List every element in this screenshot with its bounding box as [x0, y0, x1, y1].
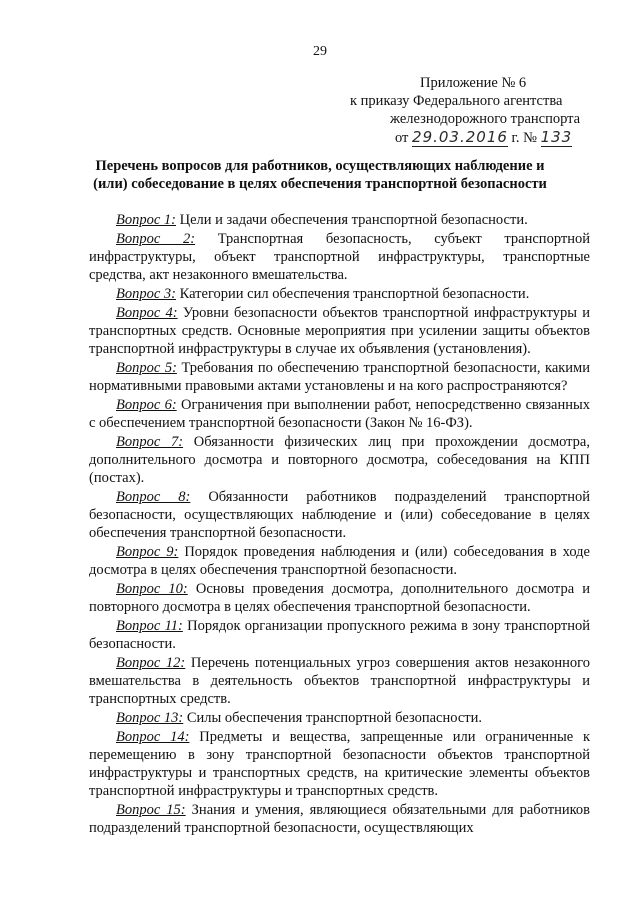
question-item — [89, 211, 590, 229]
questions-list — [89, 211, 590, 838]
question-label: Вопрос 14: — [116, 729, 190, 745]
date-prefix: от — [395, 130, 409, 146]
question-text: Перечень потенциальных угроз совершения актов незаконного вмешательства в деятельность объектов транспортной инфраструктуры и транспортных средств. — [89, 655, 591, 707]
question-label: Вопрос 12: — [116, 655, 186, 671]
question-label: Вопрос 10: — [116, 581, 188, 597]
question-text: Силы обеспечения транспортной безопасности. — [186, 710, 483, 726]
question-text: Знания и умения, являющиеся обязательными для работников подразделений транспортной безопасности, осуществляющих — [89, 802, 591, 836]
question-text: Основы проведения досмотра, дополнительного досмотра и повторного досмотра в целях обеспечения транспортной безопасности. — [89, 581, 591, 615]
question-item — [89, 728, 590, 800]
question-label: Вопрос 4: — [116, 305, 178, 321]
question-text: Транспортная безопасность, субъект транспортной инфраструктуры, объект транспортной инфраструктуры, транспортные средства, акт незаконного вмешательства. — [89, 231, 590, 283]
question-item — [89, 488, 590, 542]
number-prefix: г. № — [511, 130, 537, 146]
question-item — [89, 433, 590, 487]
question-label: Вопрос 3: — [116, 286, 176, 302]
question-text: Цели и задачи обеспечения транспортной безопасности. — [179, 212, 528, 228]
question-label: Вопрос 9: — [116, 544, 179, 560]
question-item — [89, 709, 590, 727]
question-item — [89, 580, 590, 616]
appendix-block — [350, 74, 590, 147]
appendix-agency-line: железнодорожного транспорта — [390, 111, 581, 127]
question-label: Вопрос 5: — [116, 360, 177, 376]
question-text: Порядок проведения наблюдения и (или) собеседования в ходе досмотра в целях обеспечения транспортной безопасности. — [89, 544, 590, 578]
question-item — [89, 359, 590, 395]
question-item — [89, 654, 590, 708]
question-text: Категории сил обеспечения транспортной безопасности. — [179, 286, 530, 302]
question-item — [89, 617, 590, 653]
appendix-date-line — [350, 128, 590, 147]
question-label: Вопрос 7: — [116, 434, 184, 450]
page-number: 29 — [313, 44, 327, 59]
question-text: Обязанности работников подразделений транспортной безопасности, осуществляющих наблюдение и (или) собеседование в целях обеспечения транспортной безопасности. — [89, 489, 591, 541]
question-label: Вопрос 6: — [116, 397, 177, 413]
question-item — [89, 801, 590, 837]
question-label: Вопрос 15: — [116, 802, 186, 818]
question-text: Ограничения при выполнении работ, непосредственно связанных с обеспечением транспортной безопасности (Закон № 16-ФЗ). — [89, 397, 591, 431]
question-text: Обязанности физических лиц при прохождении досмотра, дополнительного досмотра и повторного досмотра, собеседования на КПП (постах). — [89, 434, 590, 486]
question-item — [89, 396, 590, 432]
question-text: Уровни безопасности объектов транспортной инфраструктуры и транспортных средств. Основные мероприятия при усилении защиты объектов транспортной инфраструктуры в случае их объявления (установления). — [89, 305, 591, 357]
question-item — [89, 285, 590, 303]
question-item — [89, 304, 590, 358]
document-title: Перечень вопросов для работников, осуществляющих наблюдение и (или) собеседование в целях обеспечения транспортной безопасности — [93, 158, 547, 192]
handwritten-date: 29.03.2016 — [412, 128, 508, 146]
appendix-title: Приложение № 6 — [420, 75, 527, 91]
question-text: Требования по обеспечению транспортной безопасности, какими нормативными правовыми актами установлены и на кого распространяются? — [89, 360, 590, 394]
appendix-order-line: к приказу Федерального агентства — [350, 93, 563, 109]
question-item — [89, 543, 590, 579]
question-label: Вопрос 13: — [116, 710, 184, 726]
question-label: Вопрос 11: — [116, 618, 183, 634]
question-item — [89, 230, 590, 284]
question-label: Вопрос 1: — [116, 212, 176, 228]
question-text: Порядок организации пропускного режима в зону транспортной безопасности. — [89, 618, 591, 652]
question-text: Предметы и вещества, запрещенные или ограниченные к перемещению в зону транспортной безопасности объектов транспортной инфраструктуры и транспортных средств, на критические элементы объектов транспортной инфраструктуры и транспортных средств. — [89, 729, 591, 799]
handwritten-number: 133 — [540, 128, 573, 146]
question-label: Вопрос 8: — [116, 489, 191, 505]
question-label: Вопрос 2: — [116, 231, 196, 247]
